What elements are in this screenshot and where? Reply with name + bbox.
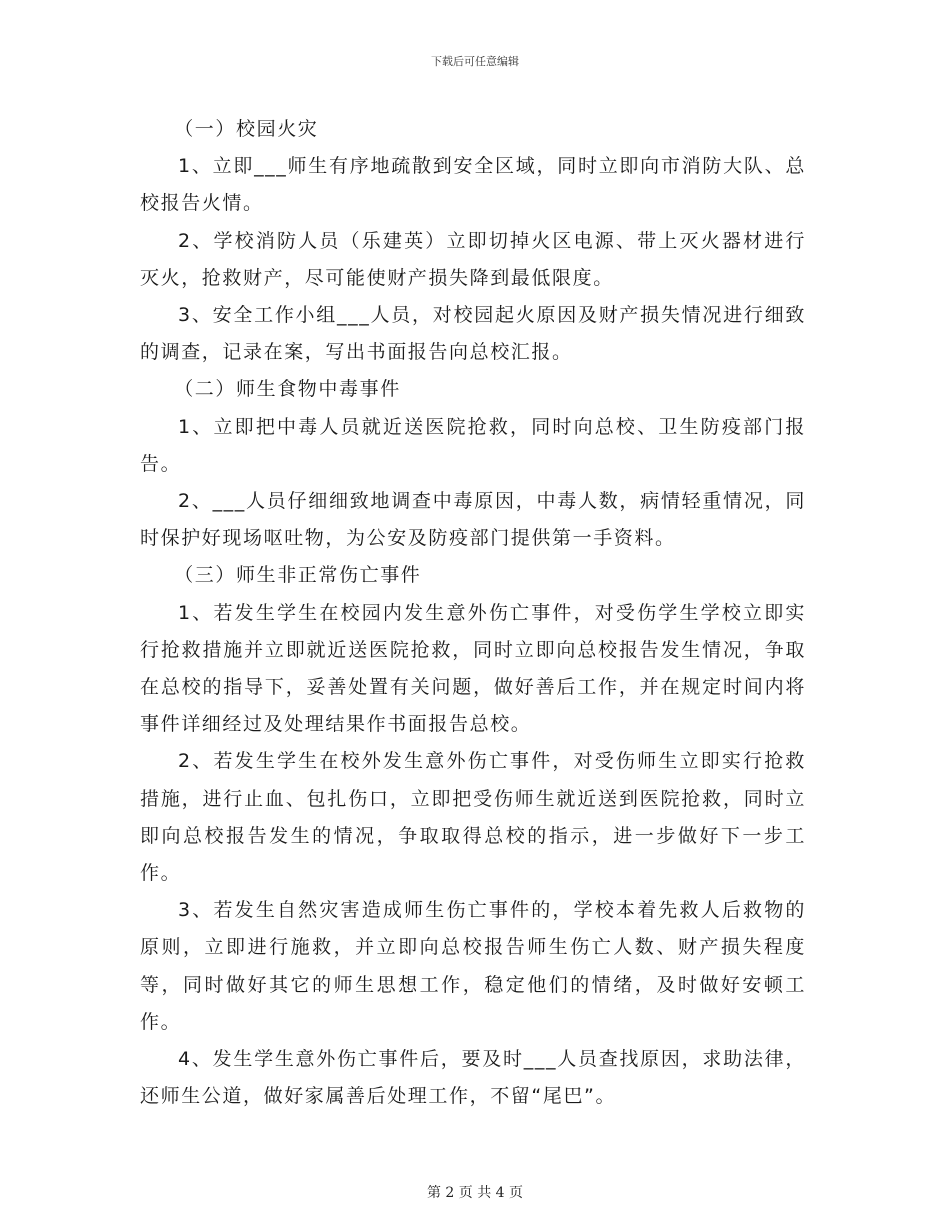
section-heading-casualty: （三）师生非正常伤亡事件	[174, 564, 422, 587]
paragraph: 1、若发生学生在校园内发生意外伤亡事件，对受伤学生学校立即实行抢救措施并立即就近送医院抢救，同时立即向总校报告发生情况，争取在总校的指导下，妥善处置有关问题，做好善后工作，并在规定时间内将事件详细经过及处理结果作书面报告总校。	[140, 601, 806, 736]
section-heading-fire: （一）校园火灾	[174, 118, 319, 140]
paragraph: 3、安全工作小组___人员，对校园起火原因及财产损失情况进行细致的调查，记录在案，写出书面报告向总校汇报。	[140, 304, 806, 364]
paragraph: 1、立即把中毒人员就近送医院抢救，同时向总校、卫生防疫部门报告。	[140, 415, 806, 475]
page-footer: 第 2 页 共 4 页	[426, 1185, 524, 1201]
page-header: 下载后可任意编辑	[431, 55, 519, 68]
section-heading-food-poisoning: （二）师生食物中毒事件	[174, 378, 401, 401]
document-body	[140, 111, 806, 1115]
paragraph: 4、发生学生意外伤亡事件后，要及时___人员查找原因，求助法律，还师生公道，做好家属善后处理工作，不留“尾巴”。	[140, 1048, 806, 1108]
paragraph: 1、立即___师生有序地疏散到安全区域，同时立即向市消防大队、总校报告火情。	[140, 155, 806, 215]
paragraph: 2、若发生学生在校外发生意外伤亡事件，对受伤师生立即实行抢救措施，进行止血、包扎伤口，立即把受伤师生就近送到医院抢救，同时立即向总校报告发生的情况，争取取得总校的指示，进一步做好下一步工作。	[140, 750, 806, 885]
paragraph: 2、学校消防人员（乐建英）立即切掉火区电源、带上灭火器材进行灭火，抢救财产，尽可能使财产损失降到最低限度。	[140, 229, 806, 289]
paragraph: 2、___人员仔细细致地调查中毒原因，中毒人数，病情轻重情况，同时保护好现场呕吐物，为公安及防疫部门提供第一手资料。	[140, 490, 806, 550]
paragraph: 3、若发生自然灾害造成师生伤亡事件的，学校本着先救人后救物的原则，立即进行施救，并立即向总校报告师生伤亡人数、财产损失程度等，同时做好其它的师生思想工作，稳定他们的情绪，及时做好安顿工作。	[140, 899, 806, 1033]
